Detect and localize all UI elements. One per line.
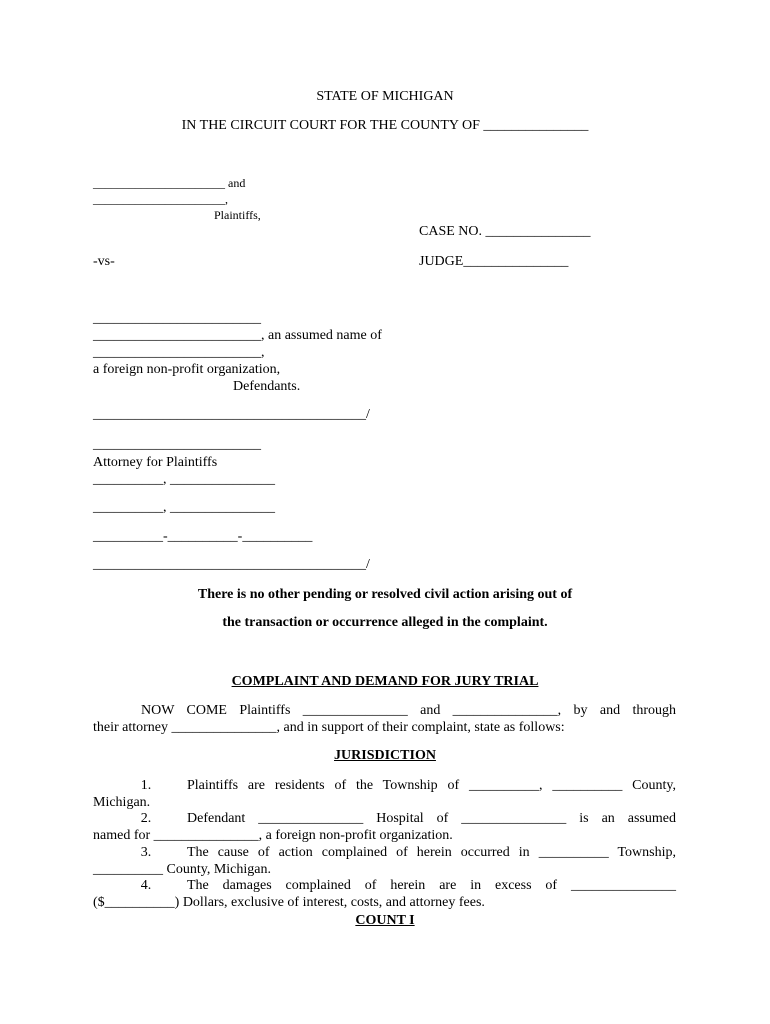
paragraph-text-line: named for _______________, a foreign non-profit organization. [93,828,453,843]
paragraph-number: 3. [140,845,152,860]
attorney-label: Attorney for Plaintiffs [93,455,218,470]
judge-line: JUDGE_______________ [419,254,569,269]
paragraph-text-line: __________ County, Michigan. [93,862,271,877]
paragraph-text-line: Defendant _______________ Hospital of _______________ is an assumed [187,811,676,826]
caption-separator-1: _______________________________________/ [93,407,370,422]
defendant-name-line-2: ________________________, an assumed name of [93,328,382,343]
paragraph-text-line: Plaintiffs are residents of the Township of __________, __________ County, [187,778,676,793]
complaint-title: COMPLAINT AND DEMAND FOR JURY TRIAL [231,674,539,689]
document-state-heading: STATE OF MICHIGAN [316,89,454,104]
defendant-description: a foreign non-profit organization, [93,362,281,377]
intro-paragraph-line-2: their attorney _______________, and in support of their complaint, state as follows: [93,720,565,735]
case-number: CASE NO. _______________ [419,224,591,239]
defendant-name-line-3: ________________________, [93,345,265,360]
plaintiff-name-line-1: ______________________ and [93,176,246,190]
count-heading: COUNT I [355,913,415,928]
paragraph-number: 2. [140,811,152,826]
plaintiff-name-line-2: ______________________, [93,192,228,206]
defendants-label: Defendants. [233,379,301,394]
attorney-name-line: ________________________ [93,437,261,452]
pending-action-statement-line-1: There is no other pending or resolved civil action arising out of [197,587,573,602]
paragraph-text-line: The cause of action complained of herein occurred in __________ Township, [187,845,676,860]
attorney-address-line-2: __________, _______________ [93,500,275,515]
jurisdiction-heading: JURISDICTION [334,748,436,763]
caption-separator-2: _______________________________________/ [93,557,370,572]
attorney-address-line-1: __________, _______________ [93,472,275,487]
attorney-phone-line: __________-__________-__________ [93,529,313,544]
paragraph-text-line: The damages complained of herein are in excess of _______________ [187,878,676,893]
versus-label: -vs- [93,254,115,269]
paragraph-number: 1. [140,778,152,793]
court-heading: IN THE CIRCUIT COURT FOR THE COUNTY OF _______________ [181,118,589,133]
paragraph-text-line: Michigan. [93,795,151,810]
paragraph-text-line: ($__________) Dollars, exclusive of interest, costs, and attorney fees. [93,895,485,910]
defendant-name-line-1: ________________________ [93,311,261,326]
intro-paragraph-line-1: NOW COME Plaintiffs _______________ and _______________, by and through [141,703,676,718]
pending-action-statement-line-2: the transaction or occurrence alleged in the complaint. [222,615,548,630]
paragraph-number: 4. [140,878,152,893]
plaintiffs-label: Plaintiffs, [214,208,261,222]
